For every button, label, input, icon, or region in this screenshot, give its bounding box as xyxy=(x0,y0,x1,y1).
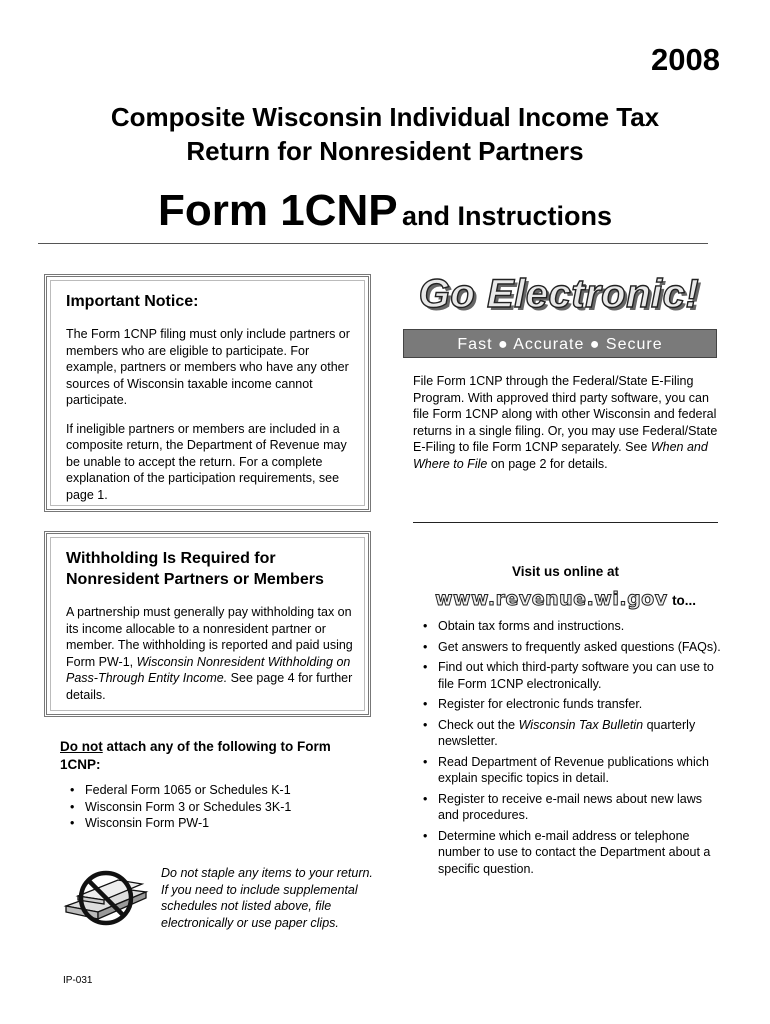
form-name: Form 1CNP xyxy=(157,186,398,235)
list-item: • Get answers to frequently asked questions (FAQs). xyxy=(421,639,721,656)
important-notice-box xyxy=(44,274,371,512)
do-not-attach-rest: attach any of the following to Form 1CNP: xyxy=(60,739,331,772)
withholding-text: A partnership must generally pay withholding tax on its income allocable to a nonresident partner or member. The withholding is reported and paid using Form PW-1, xyxy=(66,605,353,669)
url-line xyxy=(413,588,718,610)
page-title xyxy=(30,100,740,168)
list-item xyxy=(421,717,721,750)
withholding-paragraph xyxy=(66,604,354,703)
bulletin-text: Check out the xyxy=(438,717,519,732)
list-item: • Federal Form 1065 or Schedules K-1 xyxy=(68,782,358,799)
online-services-list xyxy=(421,618,721,881)
list-item: • Determine which e-mail address or telephone number to use to contact the Department about a specific question. xyxy=(421,828,721,878)
notice-paragraph-1: The Form 1CNP filing must only include partners or members who are eligible to participate. For example, partners or members who have any other sources of Wisconsin taxable income cannot participate. xyxy=(66,327,350,407)
notice-paragraph-2: If ineligible partners or members are included in a composite return, the Department of Revenue may be unable to accept the return. For a complete explanation of the participation requirements, see page 1. xyxy=(66,421,347,502)
when-where-reference: When and Where to File xyxy=(413,440,708,471)
bulletin-title: Wisconsin Tax Bulletin xyxy=(518,717,644,732)
title-line-2: Return for Nonresident Partners xyxy=(186,136,584,166)
form-suffix: and Instructions xyxy=(402,201,613,231)
revenue-website-link[interactable]: www.revenue.wi.gov xyxy=(434,588,668,610)
withholding-text-end: See page 4 for further details. xyxy=(66,671,353,702)
do-not-emphasis: Do not xyxy=(60,739,103,754)
withholding-form-title: Wisconsin Nonresident Withholding on Pass-Through Entity Income. xyxy=(66,654,351,685)
tax-year: 2008 xyxy=(651,42,720,77)
list-item: • Wisconsin Form PW-1 xyxy=(68,815,358,832)
withholding-heading xyxy=(66,548,354,590)
right-column-divider xyxy=(413,522,718,523)
no-stapler-icon xyxy=(58,862,154,930)
header-divider xyxy=(38,243,708,244)
notice-heading: Important Notice: xyxy=(66,293,199,310)
list-item: • Find out which third-party software you can use to file Form 1CNP electronically. xyxy=(421,659,721,692)
list-item: • Register to receive e-mail news about new laws and procedures. xyxy=(421,791,721,824)
efile-text: File Form 1CNP through the Federal/State E-Filing Program. With approved third party software, you can file Form 1CNP along with other Wisconsin and federal returns in a single filing. Or, you may use Federal/State E-Filing to file Form 1CNP separately. See xyxy=(413,374,718,454)
efile-paragraph xyxy=(413,373,718,472)
withholding-box xyxy=(44,531,371,717)
form-heading xyxy=(30,186,740,236)
fast-accurate-secure-banner: Fast ● Accurate ● Secure xyxy=(403,329,717,358)
list-item: • Register for electronic funds transfer. xyxy=(421,696,721,713)
efile-text-end: on page 2 for details. xyxy=(487,456,608,471)
url-to-label: to... xyxy=(672,593,697,608)
list-item: • Wisconsin Form 3 or Schedules 3K-1 xyxy=(68,799,358,816)
title-line-1: Composite Wisconsin Individual Income Tax xyxy=(110,102,660,132)
withholding-heading-line-2: Nonresident Partners or Members xyxy=(66,571,324,588)
bulletin-text-end: quarterly newsletter. xyxy=(438,717,696,748)
staple-note: Do not staple any items to your return. If you need to include supplemental schedules not listed above, file electronically or use paper clips. xyxy=(161,866,373,930)
visit-online-heading: Visit us online at xyxy=(511,564,620,579)
go-electronic-headline: Go Electronic! xyxy=(418,272,700,316)
list-item: • Read Department of Revenue publications which explain specific topics in detail. xyxy=(421,754,721,787)
do-not-attach-heading xyxy=(60,738,350,774)
withholding-heading-line-1: Withholding Is Required for xyxy=(66,550,276,567)
do-not-attach-list xyxy=(68,782,358,832)
publication-code: IP-031 xyxy=(63,975,93,986)
list-item: • Obtain tax forms and instructions. xyxy=(421,618,721,635)
